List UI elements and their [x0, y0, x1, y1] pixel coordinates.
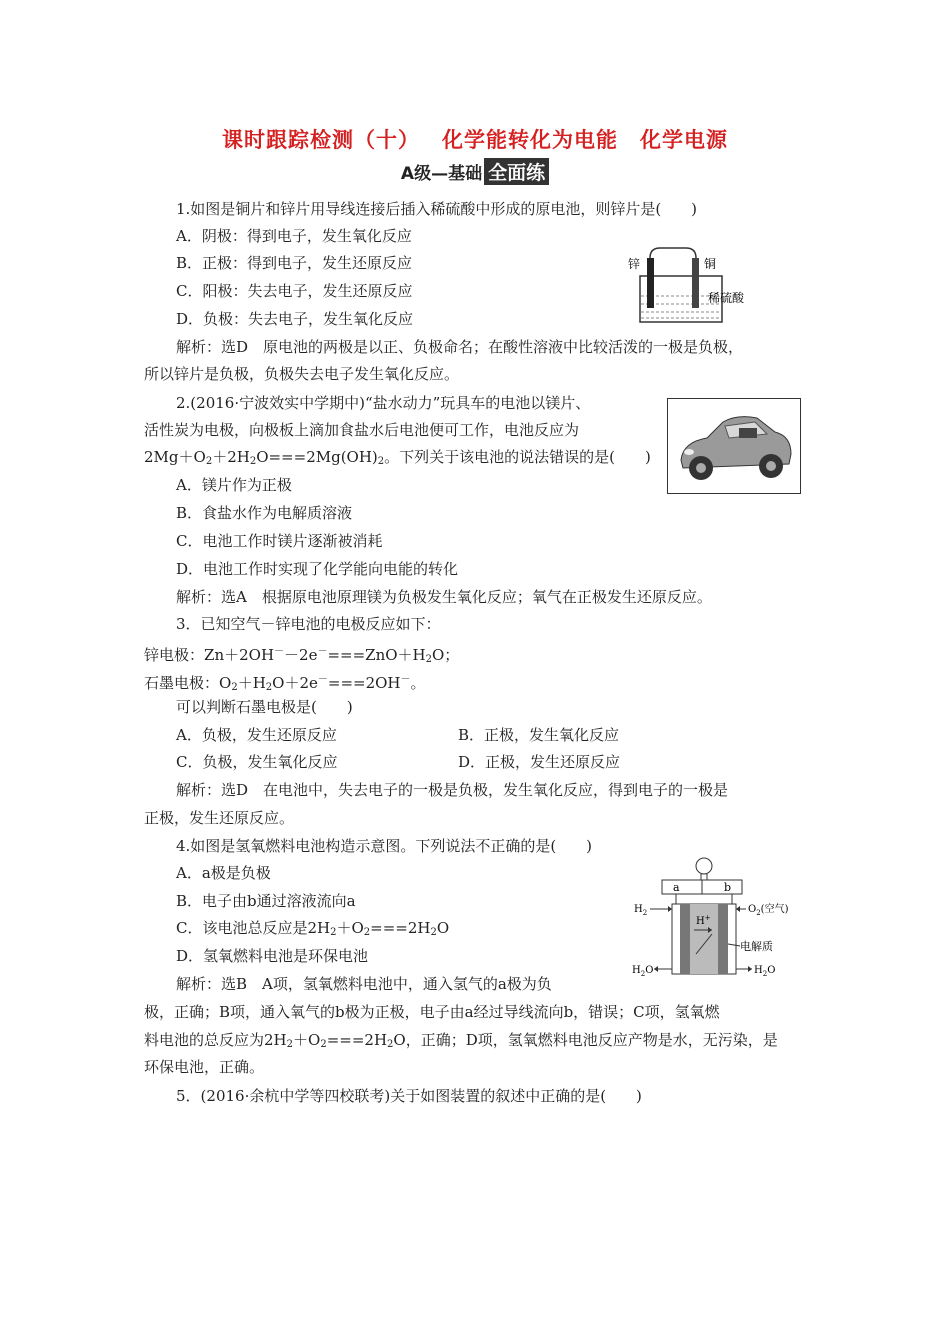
- q1-stem: 1.如图是铜片和锌片用导线连接后插入稀硫酸中形成的原电池，则锌片是( ): [176, 200, 698, 218]
- electrolyte-label: 电解质: [740, 940, 773, 953]
- q2-stem-line-2: 活性炭为电极，向极板上滴加食盐水后电池便可工作，电池反应为: [144, 421, 580, 439]
- level-prefix: A级—基础: [400, 164, 483, 184]
- q2-analysis: 解析：选A 根据原电池原理镁为负极发生氧化反应；氧气在正极发生还原反应。: [176, 588, 712, 606]
- q2-stem-line-1: 2.(2016·宁波效实中学期中)“盐水动力”玩具车的电池以镁片、: [176, 394, 591, 412]
- q2-option-b: B．食盐水作为电解质溶液: [176, 504, 353, 522]
- q2-option-d: D．电池工作时实现了化学能向电能的转化: [176, 560, 459, 578]
- q3-option-b: B．正极，发生氧化反应: [458, 726, 620, 744]
- q3-option-a: A．负极，发生还原反应: [176, 726, 337, 744]
- q3-option-d: D．正极，发生还原反应: [458, 753, 621, 771]
- q3-question: 可以判断石墨电极是( ): [176, 698, 353, 716]
- q1-option-c: C．阳极：失去电子，发生还原反应: [176, 282, 413, 300]
- electrode-a-label: a: [673, 881, 680, 894]
- q3-graphite-electrode: 石墨电极：$O_2+H_2O+2e^-===2OH^-$。: [144, 674, 426, 693]
- q4-analysis-line-1: 解析：选B A项，氢氧燃料电池中，通入氢气的a极为负: [176, 975, 552, 993]
- h2o-outlet-left-label: $H_2O$: [632, 965, 654, 978]
- q4-analysis-line-2: 极，正确；B项，通入氧气的b极为正极，电子由a经过导线流向b，错误；C项，氢氧燃: [144, 1003, 720, 1021]
- toy-car-image: [667, 398, 801, 494]
- q1-option-d: D．负极：失去电子，发生氧化反应: [176, 310, 414, 328]
- q3-analysis-line-1: 解析：选D 在电池中，失去电子的一极是负极，发生氧化反应，得到电子的一极是: [176, 781, 729, 799]
- copper-label: 铜: [704, 257, 717, 271]
- q1-analysis-line-2: 所以锌片是负极，负极失去电子发生氧化反应。: [144, 365, 460, 383]
- electrode-b-label: b: [724, 881, 732, 894]
- q3-zinc-electrode: 锌电极：$Zn+2OH^--2e^-===ZnO+H_2O$；: [144, 646, 460, 665]
- q4-option-b: B．电子由b通过溶液流向a: [176, 892, 356, 910]
- q4-analysis-line-3: 料电池的总反应为$2H_2+O_2===2H_2O$，正确；D项，氢氧燃料电池反应产物是水，无污染，是: [144, 1031, 778, 1050]
- fuel-cell-figure: [632, 854, 802, 980]
- q1-option-b: B．正极：得到电子，发生还原反应: [176, 254, 413, 272]
- h2o-outlet-right-label: $H_2O$: [754, 965, 776, 978]
- level-box: 全面练: [484, 158, 549, 185]
- q1-analysis-line-1: 解析：选D 原电池的两极是以正、负极命名；在酸性溶液中比较活泼的一极是负极，: [176, 338, 744, 356]
- q2-option-c: C．电池工作时镁片逐渐被消耗: [176, 532, 383, 550]
- q4-option-d: D．氢氧燃料电池是环保电池: [176, 947, 369, 965]
- page-title: [0, 124, 950, 154]
- q4-option-c: C．该电池总反应是$2H_2+O_2===2H_2O$: [176, 919, 450, 938]
- title-part-1: 课时跟踪检测（十）: [222, 128, 420, 152]
- title-part-3: 化学电源: [640, 128, 728, 152]
- title-part-2: 化学能转化为电能: [442, 128, 618, 152]
- q2-stem-line-3: $2Mg+O_2+2H_2O===2Mg(OH)_2$。下列关于该电池的说法错误的是( ): [144, 448, 651, 467]
- zinc-label: 锌: [628, 257, 641, 271]
- q3-analysis-line-2: 正极，发生还原反应。: [144, 809, 295, 827]
- q1-option-a: A．阴极：得到电子，发生氧化反应: [176, 227, 412, 245]
- q4-analysis-line-4: 环保电池，正确。: [144, 1058, 265, 1076]
- hplus-label: H+: [696, 914, 711, 927]
- q2-option-a: A．镁片作为正极: [176, 476, 292, 494]
- acid-label: 稀硫酸: [708, 291, 745, 305]
- q4-option-a: A．a极是负极: [176, 864, 271, 882]
- level-heading: [0, 158, 950, 185]
- o2-inlet-label: $O_2$(空气): [748, 904, 789, 917]
- q5-stem: 5．(2016·余杭中学等四校联考)关于如图装置的叙述中正确的是( ): [176, 1087, 642, 1105]
- q3-stem: 3．已知空气－锌电池的电极反应如下：: [176, 615, 441, 633]
- h2-inlet-label: $H_2$: [634, 904, 648, 917]
- q3-option-c: C．负极，发生氧化反应: [176, 753, 338, 771]
- galvanic-cell-figure: [628, 238, 778, 326]
- q4-stem: 4.如图是氢氧燃料电池构造示意图。下列说法不正确的是( ): [176, 837, 593, 855]
